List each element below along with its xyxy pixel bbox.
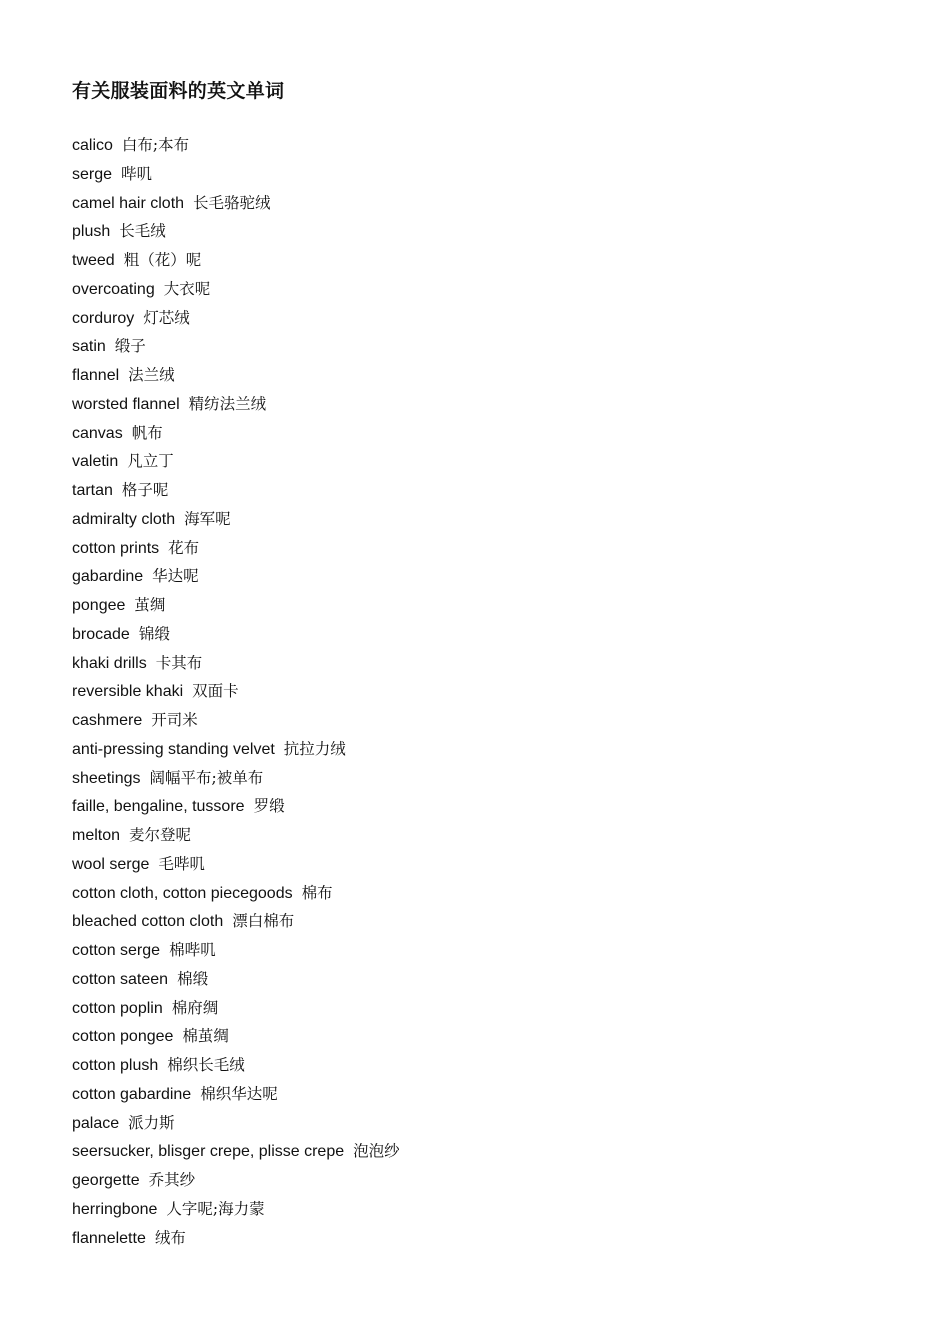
english-term: flannel bbox=[72, 367, 120, 384]
vocabulary-entry bbox=[72, 649, 892, 678]
english-term: herringbone bbox=[72, 1200, 158, 1218]
chinese-term: 棉织华达呢 bbox=[200, 1084, 278, 1103]
chinese-term: 泡泡纱 bbox=[353, 1142, 400, 1161]
english-term: melton bbox=[72, 827, 121, 844]
chinese-term: 帆布 bbox=[131, 423, 163, 442]
vocabulary-entry bbox=[72, 677, 892, 706]
chinese-term: 茧绸 bbox=[134, 596, 166, 614]
vocabulary-entry bbox=[72, 792, 892, 821]
vocabulary-entry bbox=[72, 390, 892, 419]
chinese-term: 绒布 bbox=[154, 1228, 186, 1247]
chinese-term: 灯芯绒 bbox=[143, 308, 190, 327]
english-term: cotton sateen bbox=[72, 970, 169, 988]
english-term: calico bbox=[72, 137, 113, 154]
document-title: 有关服装面料的英文单词 bbox=[72, 80, 285, 102]
chinese-term: 长毛骆驼绒 bbox=[193, 193, 271, 212]
vocabulary-entry bbox=[72, 821, 892, 850]
vocabulary-entry bbox=[72, 591, 892, 620]
chinese-term: 双面卡 bbox=[192, 682, 239, 701]
vocabulary-entry bbox=[72, 304, 892, 333]
english-term: brocade bbox=[72, 625, 130, 643]
vocabulary-entry bbox=[72, 764, 892, 793]
english-term: pongee bbox=[72, 597, 126, 614]
vocabulary-entry bbox=[72, 1051, 892, 1080]
vocabulary-entry bbox=[72, 505, 892, 534]
chinese-term: 花布 bbox=[168, 538, 200, 557]
english-term: reversible khaki bbox=[72, 683, 184, 701]
vocabulary-entry bbox=[72, 476, 892, 505]
chinese-term: 缎子 bbox=[114, 337, 146, 356]
chinese-term: 开司米 bbox=[151, 711, 198, 729]
english-term: cotton poplin bbox=[72, 999, 163, 1017]
vocabulary-entry bbox=[72, 850, 892, 879]
vocabulary-entry bbox=[72, 936, 892, 965]
english-term: khaki drills bbox=[72, 654, 147, 672]
chinese-term: 精纺法兰绒 bbox=[188, 394, 267, 413]
vocabulary-entry bbox=[72, 1080, 892, 1109]
chinese-term: 麦尔登呢 bbox=[129, 826, 192, 844]
english-term: serge bbox=[72, 165, 113, 183]
chinese-term: 大衣呢 bbox=[163, 279, 211, 298]
english-term: faille, bengaline, tussore bbox=[72, 798, 245, 816]
english-term: tweed bbox=[72, 252, 115, 269]
chinese-term: 乔其纱 bbox=[148, 1171, 196, 1189]
english-term: camel hair cloth bbox=[72, 194, 185, 212]
chinese-term: 罗缎 bbox=[253, 797, 285, 816]
chinese-term: 棉缎 bbox=[177, 969, 209, 988]
english-term: plush bbox=[72, 223, 111, 241]
english-term: valetin bbox=[72, 453, 119, 471]
vocabulary-entry bbox=[72, 1137, 892, 1166]
document-page bbox=[72, 78, 892, 1252]
english-term: cashmere bbox=[72, 712, 143, 729]
english-term: gabardine bbox=[72, 568, 144, 586]
english-term: flannelette bbox=[72, 1229, 146, 1247]
chinese-term: 锦缎 bbox=[138, 624, 170, 643]
english-term: georgette bbox=[72, 1172, 140, 1189]
vocabulary-list bbox=[72, 131, 892, 1252]
english-term: cotton serge bbox=[72, 942, 161, 959]
vocabulary-entry bbox=[72, 534, 892, 563]
chinese-term: 棉府绸 bbox=[171, 998, 219, 1017]
vocabulary-entry bbox=[72, 189, 892, 218]
english-term: anti-pressing standing velvet bbox=[72, 740, 275, 758]
chinese-term: 白布;本布 bbox=[121, 136, 190, 154]
vocabulary-entry bbox=[72, 735, 892, 764]
vocabulary-entry bbox=[72, 965, 892, 994]
vocabulary-entry bbox=[72, 1166, 892, 1195]
vocabulary-entry bbox=[72, 419, 892, 448]
vocabulary-entry bbox=[72, 1224, 892, 1253]
english-term: cotton plush bbox=[72, 1057, 159, 1074]
english-term: cotton cloth, cotton piecegoods bbox=[72, 884, 293, 902]
english-term: cotton pongee bbox=[72, 1028, 174, 1046]
vocabulary-entry bbox=[72, 1195, 892, 1224]
english-term: admiralty cloth bbox=[72, 510, 176, 528]
vocabulary-entry bbox=[72, 562, 892, 591]
chinese-term: 棉布 bbox=[301, 883, 333, 902]
english-term: tartan bbox=[72, 482, 113, 499]
vocabulary-entry bbox=[72, 246, 892, 275]
chinese-term: 卡其布 bbox=[155, 653, 203, 672]
english-term: corduroy bbox=[72, 309, 135, 327]
english-term: cotton gabardine bbox=[72, 1085, 192, 1103]
english-term: worsted flannel bbox=[72, 395, 180, 413]
vocabulary-entry bbox=[72, 131, 892, 160]
english-term: canvas bbox=[72, 424, 123, 442]
chinese-term: 毛哔叽 bbox=[158, 854, 205, 873]
vocabulary-entry bbox=[72, 160, 892, 189]
vocabulary-entry bbox=[72, 879, 892, 908]
chinese-term: 派力斯 bbox=[128, 1113, 175, 1132]
english-term: bleached cotton cloth bbox=[72, 913, 224, 931]
vocabulary-entry bbox=[72, 1022, 892, 1051]
chinese-term: 华达呢 bbox=[152, 567, 199, 586]
chinese-term: 法兰绒 bbox=[128, 366, 175, 384]
vocabulary-entry bbox=[72, 217, 892, 246]
vocabulary-entry bbox=[72, 361, 892, 390]
chinese-term: 凡立丁 bbox=[127, 452, 174, 471]
vocabulary-entry bbox=[72, 994, 892, 1023]
chinese-term: 格子呢 bbox=[121, 481, 169, 499]
vocabulary-entry bbox=[72, 332, 892, 361]
english-term: cotton prints bbox=[72, 539, 160, 557]
chinese-term: 漂白棉布 bbox=[232, 912, 295, 931]
chinese-term: 人字呢;海力蒙 bbox=[166, 1199, 265, 1218]
chinese-term: 粗（花）呢 bbox=[123, 251, 202, 269]
chinese-term: 哔叽 bbox=[121, 164, 153, 183]
chinese-term: 海军呢 bbox=[184, 509, 231, 528]
vocabulary-entry bbox=[72, 447, 892, 476]
english-term: wool serge bbox=[72, 855, 150, 873]
vocabulary-entry bbox=[72, 1109, 892, 1138]
chinese-term: 长毛绒 bbox=[119, 222, 166, 241]
chinese-term: 棉茧绸 bbox=[182, 1027, 229, 1046]
chinese-term: 棉哔叽 bbox=[169, 941, 216, 959]
vocabulary-entry bbox=[72, 275, 892, 304]
chinese-term: 阔幅平布;被单布 bbox=[149, 768, 264, 787]
vocabulary-entry bbox=[72, 907, 892, 936]
english-term: palace bbox=[72, 1114, 120, 1132]
english-term: seersucker, blisger crepe, plisse crepe bbox=[72, 1143, 345, 1161]
vocabulary-entry bbox=[72, 620, 892, 649]
english-term: overcoating bbox=[72, 280, 155, 298]
english-term: satin bbox=[72, 338, 106, 356]
chinese-term: 抗拉力绒 bbox=[283, 739, 346, 758]
chinese-term: 棉织长毛绒 bbox=[167, 1056, 245, 1074]
english-term: sheetings bbox=[72, 769, 141, 787]
vocabulary-entry bbox=[72, 706, 892, 735]
